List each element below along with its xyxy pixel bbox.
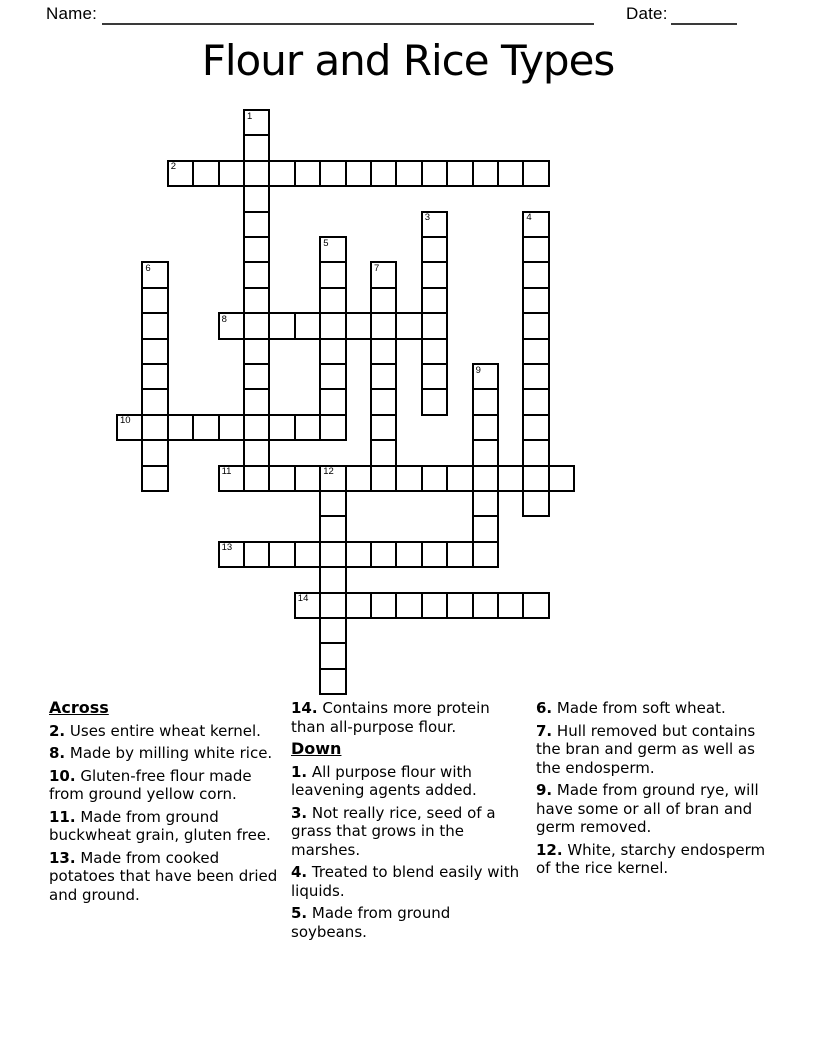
clue-4: 4. Treated to blend easily with liquids. — [291, 863, 520, 900]
grid-cell[interactable] — [268, 160, 295, 187]
grid-cell[interactable] — [472, 490, 499, 517]
grid-cell[interactable] — [294, 541, 321, 568]
grid-cell[interactable] — [370, 363, 397, 390]
clue-number: 6. — [536, 699, 553, 717]
grid-cell[interactable] — [141, 414, 168, 441]
cell-number: 12 — [323, 466, 334, 478]
grid-cell[interactable] — [319, 617, 346, 644]
clue-number: 4. — [291, 863, 308, 881]
grid-cell[interactable] — [421, 338, 448, 365]
grid-cell[interactable] — [446, 592, 473, 619]
clue-number: 7. — [536, 721, 553, 740]
grid-cell[interactable] — [472, 414, 499, 441]
grid-cell[interactable] — [446, 465, 473, 492]
grid-cell[interactable] — [243, 211, 270, 238]
grid-cell[interactable] — [370, 312, 397, 339]
clue-7: 7. Hull removed but contains the bran and germ as well as the endosperm. — [536, 721, 756, 777]
clue-11: 11. Made from ground buckwheat grain, gluten free. — [49, 807, 271, 844]
grid-cell[interactable] — [243, 109, 270, 136]
grid-cell[interactable] — [472, 160, 499, 187]
cell-number: 1 — [247, 110, 253, 122]
clue-9: 9. Made from ground rye, will have some or all of bran and germ removed. — [536, 781, 759, 836]
grid-cell[interactable] — [345, 592, 372, 619]
grid-cell[interactable] — [370, 439, 397, 466]
cell-number: 9 — [475, 364, 481, 376]
grid-cell[interactable] — [370, 465, 397, 492]
grid-cell[interactable] — [268, 312, 295, 339]
grid-cell[interactable] — [421, 236, 448, 263]
grid-cell[interactable] — [141, 287, 168, 314]
name-input-line[interactable] — [102, 6, 594, 25]
clue-14: 14. Contains more protein than all-purpose flour. — [291, 699, 490, 736]
grid-cell[interactable] — [472, 592, 499, 619]
grid-cell[interactable] — [319, 363, 346, 390]
cell-number: 3 — [424, 212, 431, 224]
grid-cell[interactable] — [294, 160, 321, 187]
grid-cell[interactable] — [522, 414, 549, 441]
cell-number: 4 — [526, 212, 532, 224]
clue-number: 11. — [49, 807, 76, 826]
grid-cell[interactable] — [522, 490, 549, 517]
clue-number: 3. — [291, 803, 308, 822]
grid-cell[interactable] — [218, 160, 245, 187]
clue-number: 1. — [291, 762, 308, 781]
grid-cell[interactable] — [395, 541, 422, 568]
clue-12: 12. White, starchy endosperm of the rice kernel. — [536, 840, 766, 877]
grid-cell[interactable] — [446, 541, 473, 568]
grid-cell[interactable] — [522, 465, 549, 492]
grid-cell[interactable] — [421, 541, 448, 568]
grid-cell[interactable] — [472, 388, 499, 415]
clue-10: 10. Gluten-free flour made from ground yellow corn. — [49, 766, 252, 803]
grid-cell[interactable] — [243, 465, 270, 492]
clue-1: 1. All purpose flour with leavening agents added. — [291, 762, 477, 799]
grid-cell[interactable] — [268, 465, 295, 492]
grid-cell[interactable] — [522, 160, 549, 187]
grid-cell[interactable] — [421, 261, 448, 288]
grid-cell[interactable] — [472, 541, 499, 568]
grid-cell[interactable] — [370, 414, 397, 441]
grid-cell[interactable] — [319, 541, 346, 568]
grid-cell[interactable] — [319, 566, 346, 593]
page-title: Flour and Rice Types — [201, 36, 615, 85]
grid-cell[interactable] — [243, 338, 270, 365]
date-input-line[interactable] — [671, 6, 737, 25]
cell-number: 13 — [221, 542, 233, 554]
grid-cell[interactable] — [522, 287, 549, 314]
grid-cell[interactable] — [243, 312, 270, 339]
clue-13: 13. Made from cooked potatoes that have been dried and ground. — [49, 848, 278, 904]
cell-number: 8 — [221, 313, 227, 325]
clue-8: 8. Made by milling white rice. — [49, 744, 273, 762]
grid-cell[interactable] — [218, 465, 245, 492]
grid-cell[interactable] — [141, 312, 168, 339]
grid-cell[interactable] — [319, 312, 346, 339]
clue-number: 10. — [49, 766, 76, 785]
grid-cell[interactable] — [141, 439, 168, 466]
grid-cell[interactable] — [395, 312, 422, 339]
clue-2: 2. Uses entire wheat kernel. — [49, 721, 261, 740]
clue-column-middle — [291, 699, 523, 945]
grid-cell[interactable] — [522, 592, 549, 619]
cell-number: 6 — [145, 262, 151, 274]
grid-cell[interactable] — [421, 388, 448, 415]
cell-number: 7 — [374, 262, 380, 274]
grid-cell[interactable] — [243, 541, 270, 568]
grid-cell[interactable] — [370, 592, 397, 619]
grid-cell[interactable] — [243, 287, 270, 314]
clue-5: 5. Made from ground soybeans. — [291, 904, 451, 941]
grid-cell[interactable] — [497, 592, 524, 619]
cell-number: 10 — [120, 415, 131, 427]
grid-cell[interactable] — [319, 160, 346, 187]
grid-cell[interactable] — [243, 439, 270, 466]
grid-cell[interactable] — [268, 541, 295, 568]
grid-cell[interactable] — [421, 363, 448, 390]
grid-cell[interactable] — [370, 261, 397, 288]
grid-cell[interactable] — [548, 465, 575, 492]
date-label: Date: — [626, 4, 668, 23]
grid-cell[interactable] — [522, 211, 549, 238]
grid-cell[interactable] — [345, 312, 372, 339]
grid-cell[interactable] — [370, 388, 397, 415]
grid-cell[interactable] — [167, 414, 194, 441]
grid-cell[interactable] — [522, 388, 549, 415]
grid-cell[interactable] — [243, 414, 270, 441]
grid-cell[interactable] — [141, 363, 168, 390]
grid-cell[interactable] — [294, 414, 321, 441]
grid-cell[interactable] — [319, 668, 346, 695]
grid-cell[interactable] — [421, 160, 448, 187]
grid-cell[interactable] — [319, 642, 346, 669]
grid-cell[interactable] — [319, 338, 346, 365]
clue-column-left — [49, 699, 281, 908]
grid-cell[interactable] — [141, 465, 168, 492]
grid-cell[interactable] — [243, 261, 270, 288]
grid-cell[interactable] — [319, 414, 346, 441]
grid-cell[interactable] — [319, 261, 346, 288]
grid-cell[interactable] — [243, 185, 270, 212]
clue-3: 3. Not really rice, seed of a grass that grows in the marshes. — [291, 803, 496, 859]
grid-cell[interactable] — [345, 465, 372, 492]
grid-cell[interactable] — [192, 414, 219, 441]
grid-cell[interactable] — [421, 211, 448, 238]
grid-cell[interactable] — [141, 388, 168, 415]
grid-cell[interactable] — [421, 465, 448, 492]
grid-cell[interactable] — [243, 388, 270, 415]
grid-cell[interactable] — [522, 439, 549, 466]
grid-cell[interactable] — [319, 236, 346, 263]
clue-column-right — [536, 699, 768, 882]
grid-cell[interactable] — [370, 160, 397, 187]
grid-cell[interactable] — [141, 338, 168, 365]
crossword-grid — [116, 109, 576, 696]
grid-cell[interactable] — [421, 592, 448, 619]
cell-number: 14 — [297, 593, 309, 605]
clue-number: 2. — [49, 721, 66, 740]
grid-cell[interactable] — [294, 592, 321, 619]
grid-cell[interactable] — [167, 160, 194, 187]
grid-cell[interactable] — [522, 261, 549, 288]
grid-cell[interactable] — [116, 414, 143, 441]
grid-cell[interactable] — [395, 465, 422, 492]
grid-cell[interactable] — [472, 363, 499, 390]
grid-cell[interactable] — [421, 312, 448, 339]
cell-number: 11 — [221, 466, 232, 478]
grid-cell[interactable] — [472, 465, 499, 492]
grid-cell[interactable] — [522, 338, 549, 365]
grid-cell[interactable] — [243, 236, 270, 263]
grid-cell[interactable] — [395, 592, 422, 619]
grid-cell[interactable] — [319, 490, 346, 517]
grid-cell[interactable] — [319, 287, 346, 314]
grid-cell[interactable] — [370, 338, 397, 365]
grid-cell[interactable] — [319, 515, 346, 542]
grid-cell[interactable] — [522, 363, 549, 390]
clue-number: 9. — [536, 781, 553, 799]
name-label: Name: — [46, 4, 98, 23]
cell-number: 5 — [323, 237, 329, 249]
grid-cell[interactable] — [370, 541, 397, 568]
grid-cell[interactable] — [218, 312, 245, 339]
grid-cell[interactable] — [192, 160, 219, 187]
grid-cell[interactable] — [345, 160, 372, 187]
clue-number: 13. — [49, 848, 76, 867]
grid-cell[interactable] — [370, 287, 397, 314]
grid-cell[interactable] — [319, 465, 346, 492]
grid-cell[interactable] — [446, 160, 473, 187]
grid-cell[interactable] — [497, 160, 524, 187]
clue-6: 6. Made from soft wheat. — [536, 699, 726, 717]
grid-cell[interactable] — [472, 439, 499, 466]
grid-cell[interactable] — [319, 592, 346, 619]
grid-cell[interactable] — [319, 388, 346, 415]
grid-cell[interactable] — [294, 465, 321, 492]
grid-cell[interactable] — [497, 465, 524, 492]
grid-cell[interactable] — [522, 312, 549, 339]
grid-cell[interactable] — [522, 236, 549, 263]
grid-cell[interactable] — [243, 363, 270, 390]
cell-number: 2 — [170, 161, 177, 173]
clue-number: 14. — [291, 699, 318, 717]
grid-cell[interactable] — [268, 414, 295, 441]
grid-cell[interactable] — [345, 541, 372, 568]
grid-cell[interactable] — [395, 160, 422, 187]
grid-cell[interactable] — [243, 134, 270, 161]
grid-cell[interactable] — [243, 160, 270, 187]
clue-number: 8. — [49, 744, 66, 762]
grid-cell[interactable] — [294, 312, 321, 339]
clue-list-heading-down: Down — [291, 739, 342, 758]
clue-list-heading-across: Across — [49, 698, 109, 717]
grid-cell[interactable] — [421, 287, 448, 314]
clue-number: 12. — [536, 840, 563, 859]
grid-cell[interactable] — [218, 541, 245, 568]
grid-cell[interactable] — [472, 515, 499, 542]
grid-cell[interactable] — [218, 414, 245, 441]
grid-cell[interactable] — [141, 261, 168, 288]
clue-number: 5. — [291, 904, 308, 922]
